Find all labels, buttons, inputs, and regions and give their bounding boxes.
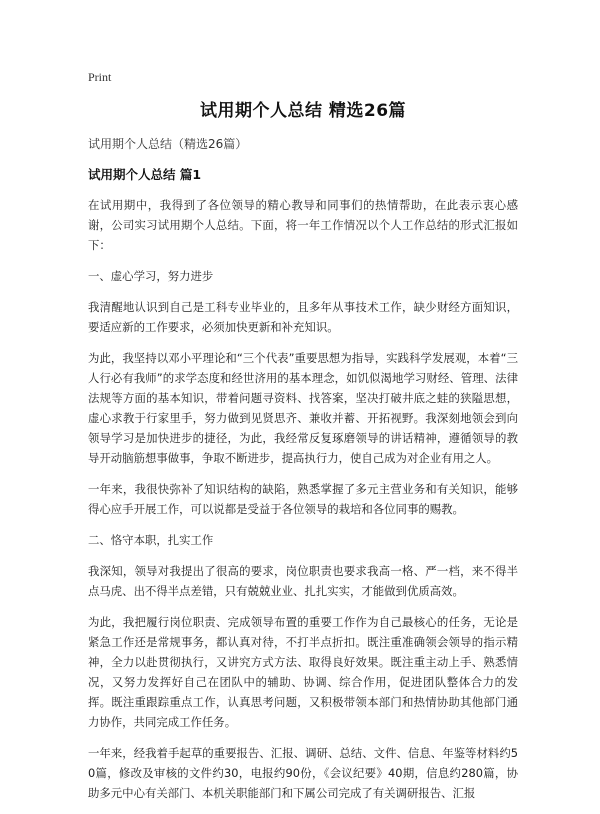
paragraph: 一年来，经我着手起草的重要报告、汇报、调研、总结、文件、信息、年鉴等材料约50篇，修改及审核的文件约30，电报约90份，《会议纪要》40期，信息约280篇，协助多元中心有关部门、本机关职能部门和下属公司完成了有关调研报告、汇报: [88, 746, 518, 800]
print-link[interactable]: Print: [88, 70, 112, 84]
paragraph: 为此，我把履行岗位职责、完成领导布置的重要工作作为自己最核心的任务，无论是紧急工作还是常规事务，都认真对待，不打半点折扣。既注重准确领会领导的指示精神，全力以赴贯彻执行，又讲究方式方法、取得良好效果。既注重主动上手、熟悉情况，又努力发挥好自己在团队中的辅助、协调、综合作用，促进团队整体合力的发挥。既注重跟踪重点工作，认真思考问题，又积极带领本部门和热情协助其他部门通力协作，共同完成工作任务。: [88, 615, 518, 729]
section-heading: 试用期个人总结 篇1: [88, 167, 202, 182]
paragraph: 我深知，领导对我提出了很高的要求，岗位职责也要求我高一格、严一档，来不得半点马虎、出不得半点差错，只有兢兢业业、扎扎实实，才能做到优质高效。: [88, 564, 518, 598]
paragraph: 为此，我坚持以邓小平理论和“三个代表”重要思想为指导，实践科学发展观，本着“三人行必有我师”的求学态度和经世济用的基本理念，如饥似渴地学习财经、管理、法律法规等方面的基本知识，带着问题寻资料、找答案，坚决打破井底之蛙的狭隘思想，虚心求教于行家里手，努力做到见贤思齐、兼收并蓄、开拓视野。我深刻地领会到向领导学习是加快进步的捷径，为此，我经常反复琢磨领导的讲话精神，遵循领导的教导开动脑筋想事做事，争取不断进步，提高执行力，使自己成为对企业有用之人。: [88, 351, 518, 465]
page-title: 试用期个人总结 精选26篇: [199, 101, 407, 121]
paragraph-heading-1: 一、虚心学习，努力进步: [88, 269, 214, 283]
document-subtitle: 试用期个人总结（精选26篇）: [88, 137, 248, 151]
paragraph-intro: 在试用期中，我得到了各位领导的精心教导和同事们的热情帮助，在此表示衷心感谢，公司实习试用期个人总结。下面，将一年工作情况以个人工作总结的形式汇报如下：: [88, 198, 518, 252]
paragraph: 一年来，我很快弥补了知识结构的缺陷，熟悉掌握了多元主营业务和有关知识，能够得心应手开展工作，可以说都是受益于各位领导的栽培和各位同事的赐教。: [88, 482, 518, 516]
paragraph: 我清醒地认识到自己是工科专业毕业的，且多年从事技术工作，缺少财经方面知识，要适应新的工作要求，必须加快更新和补充知识。: [88, 300, 518, 334]
paragraph-heading-2: 二、恪守本职，扎实工作: [88, 533, 214, 547]
document-body: [88, 96, 518, 814]
